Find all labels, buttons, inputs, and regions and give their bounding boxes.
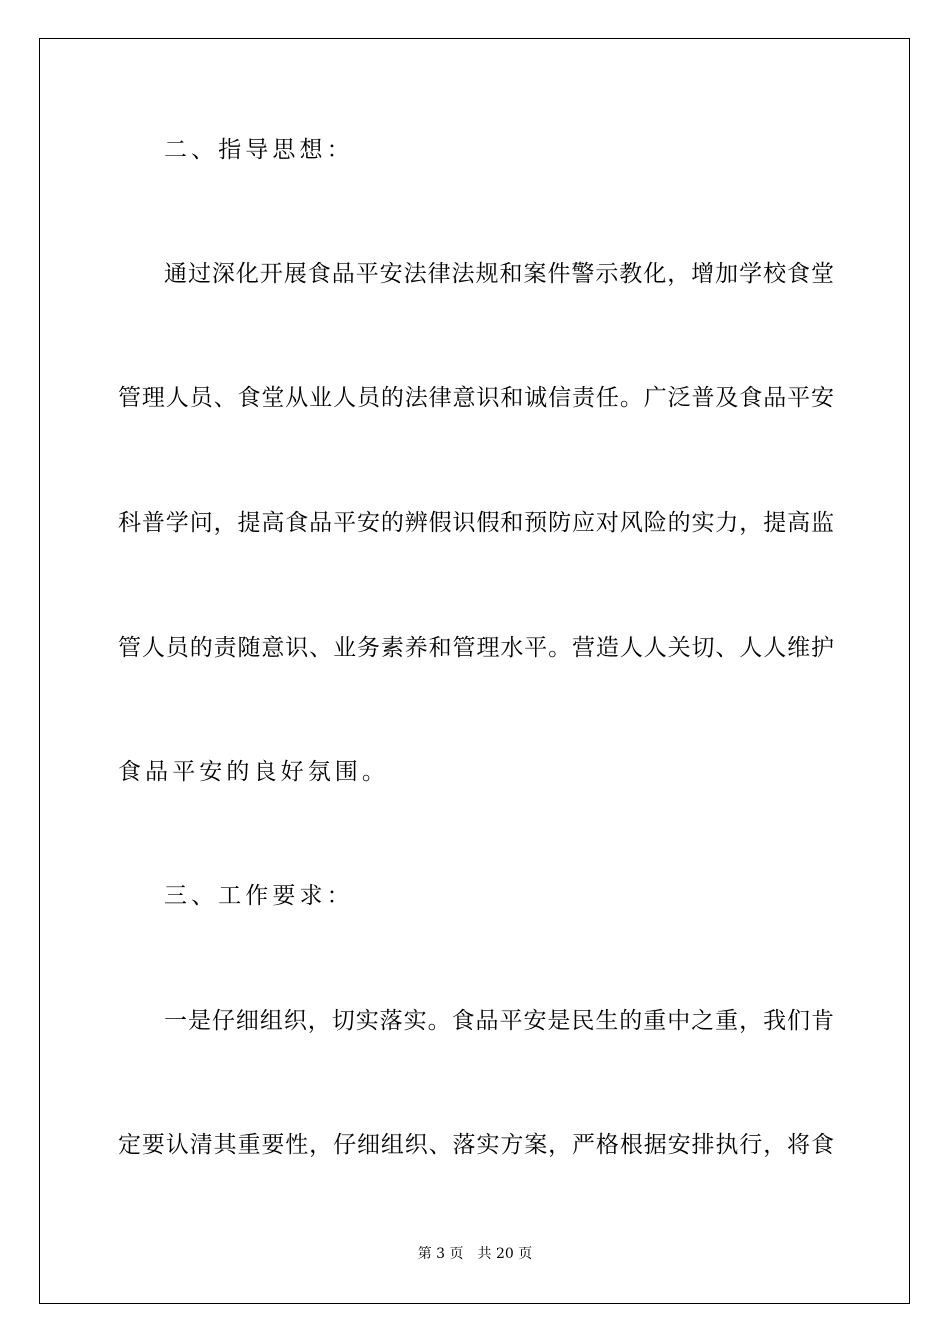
page-total: 共 20 页 bbox=[477, 1246, 533, 1262]
paragraph-line: 定要认清其重要性，仔细组织、落实方案，严格根据安排执行，将食 bbox=[118, 1132, 834, 1158]
paragraph-line: 一是仔细组织，切实落实。食品平安是民生的重中之重，我们肯 bbox=[164, 1008, 834, 1034]
heading-guiding-thought: 二、指导思想： bbox=[164, 137, 354, 163]
paragraph-line: 食品平安的良好氛围。 bbox=[118, 759, 389, 785]
paragraph-line: 管理人员、食堂从业人员的法律意识和诚信责任。广泛普及食品平安 bbox=[118, 385, 834, 411]
paragraph-line: 科普学问，提高食品平安的辨假识假和预防应对风险的实力，提高监 bbox=[118, 510, 834, 536]
heading-work-requirements: 三、工作要求： bbox=[164, 883, 354, 909]
page-number: 第 3 页 bbox=[417, 1246, 464, 1262]
paragraph-line: 通过深化开展食品平安法律法规和案件警示教化，增加学校食堂 bbox=[164, 261, 834, 287]
page-border bbox=[39, 38, 910, 1304]
page-footer bbox=[0, 1245, 950, 1263]
paragraph-line: 管人员的责随意识、业务素养和管理水平。营造人人关切、人人维护 bbox=[118, 635, 834, 661]
